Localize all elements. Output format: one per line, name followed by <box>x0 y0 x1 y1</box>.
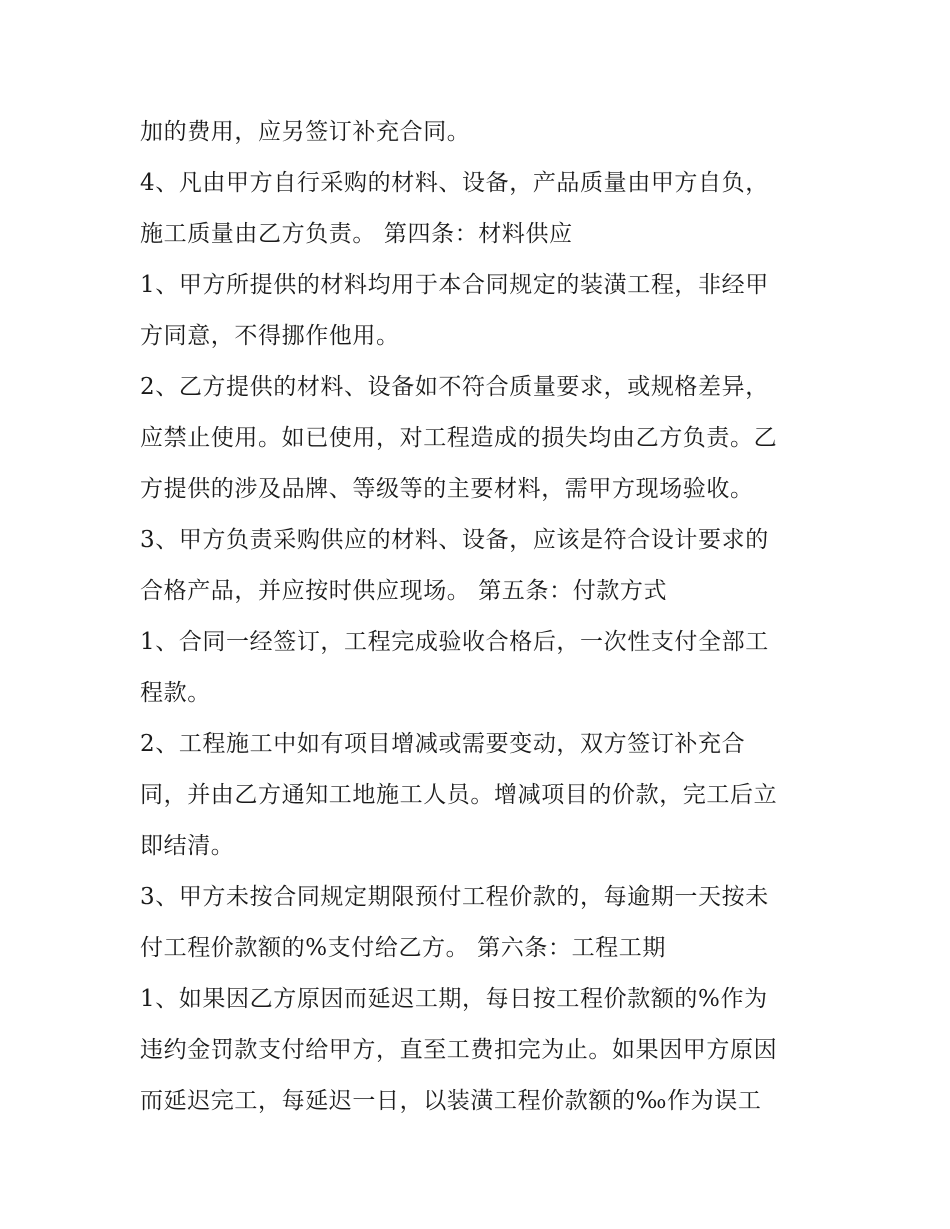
text-line: 应禁止使用。如已使用，对工程造成的损失均由乙方负责。乙 <box>140 425 778 451</box>
text-line: 施工质量由乙方负责。 第四条：材料供应 <box>140 221 573 247</box>
text-line: 4、凡由甲方自行采购的材料、设备，产品质量由甲方自负， <box>140 170 769 196</box>
contract-text <box>140 107 830 1127</box>
text-line: 合格产品，并应按时供应现场。 第五条：付款方式 <box>140 578 668 604</box>
text-line: 同，并由乙方通知工地施工人员。增减项目的价款，完工后立 <box>140 782 778 808</box>
text-line: 程款。 <box>140 680 211 706</box>
text-line: 2、乙方提供的材料、设备如不符合质量要求，或规格差异， <box>140 374 769 400</box>
text-line: 方同意，不得挪作他用。 <box>140 323 400 349</box>
text-line: 1、甲方所提供的材料均用于本合同规定的装潢工程，非经甲 <box>140 272 769 298</box>
text-line: 加的费用，应另签订补充合同。 <box>140 119 471 145</box>
text-line: 即结清。 <box>140 833 235 859</box>
text-line: 3、甲方负责采购供应的材料、设备，应该是符合设计要求的 <box>140 527 769 553</box>
text-line: 1、如果因乙方原因而延迟工期，每日按工程价款额的%作为 <box>140 986 768 1012</box>
text-line: 3、甲方未按合同规定期限预付工程价款的，每逾期一天按未 <box>140 884 769 910</box>
text-line: 方提供的涉及品牌、等级等的主要材料，需甲方现场验收。 <box>140 476 754 502</box>
text-line: 而延迟完工，每延迟一日，以装潢工程价款额的‰作为误工 <box>140 1088 762 1114</box>
text-line: 2、工程施工中如有项目增减或需要变动，双方签订补充合 <box>140 731 746 757</box>
text-line: 违约金罚款支付给甲方，直至工费扣完为止。如果因甲方原因 <box>140 1037 778 1063</box>
text-line: 付工程价款额的%支付给乙方。 第六条：工程工期 <box>140 935 666 961</box>
text-line: 1、合同一经签订，工程完成验收合格后，一次性支付全部工 <box>140 629 769 655</box>
